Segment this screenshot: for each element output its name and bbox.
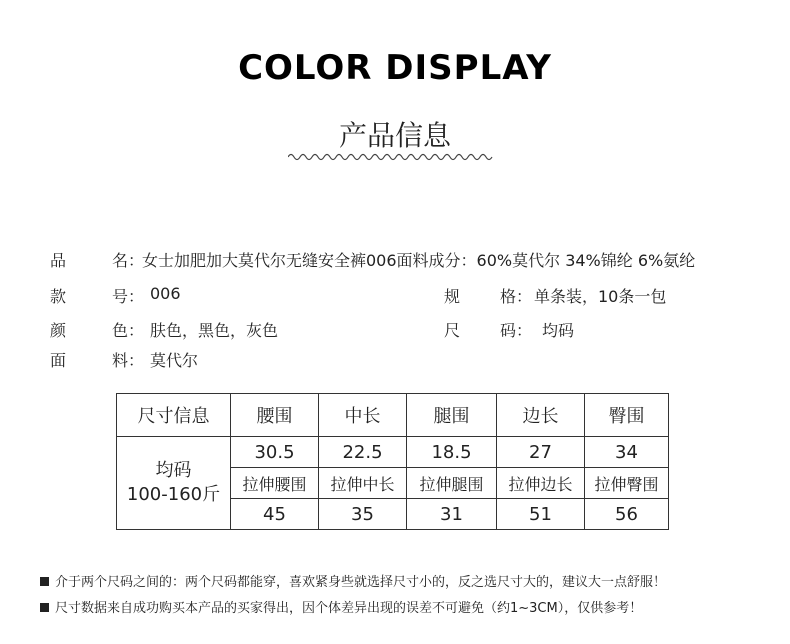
table-cell: 31: [407, 499, 497, 530]
fabric-value: 莫代尔: [150, 351, 199, 370]
table-header-cell: 腰围: [231, 394, 319, 437]
table-cell: 45: [231, 499, 319, 530]
table-cell: 拉伸中长: [319, 468, 407, 499]
table-cell: 35: [319, 499, 407, 530]
table-cell: 18.5: [407, 437, 497, 468]
table-cell: 34: [585, 437, 669, 468]
page-title: COLOR DISPLAY: [238, 48, 552, 88]
table-header-cell: 尺寸信息: [117, 394, 231, 437]
label: 格：: [500, 287, 533, 306]
table-cell: 拉伸边长: [497, 468, 585, 499]
size-range: 100-160斤: [126, 484, 221, 505]
table-cell: 22.5: [319, 437, 407, 468]
table-cell: 51: [497, 499, 585, 530]
table-cell: 拉伸臀围: [585, 468, 669, 499]
table-cell: 拉伸腰围: [231, 468, 319, 499]
label: 款: [50, 287, 67, 306]
note-text: 尺寸数据来自成功购买本产品的买家得出，因个体差异出现的误差不可避免（约1~3CM），仅供参考！: [55, 601, 643, 616]
style-number-value: 006: [150, 284, 181, 303]
square-bullet-icon: [40, 603, 49, 612]
label: 颜: [50, 321, 67, 340]
size-table: [116, 393, 669, 530]
label: 号：: [112, 287, 145, 306]
label: 尺: [444, 321, 461, 340]
note-item: [40, 597, 642, 616]
label: 面: [50, 351, 67, 370]
square-bullet-icon: [40, 577, 49, 586]
section-subtitle: 产品信息: [338, 119, 451, 152]
label: 码：: [500, 321, 533, 340]
label: 名：: [112, 251, 145, 270]
table-cell: 拉伸腿围: [407, 468, 497, 499]
label: 色：: [112, 321, 145, 340]
size-name: 均码: [155, 460, 192, 481]
spec-value: 单条装，10条一包: [534, 287, 667, 306]
note-item: [40, 571, 666, 590]
table-cell: 27: [497, 437, 585, 468]
color-value: 肤色，黑色，灰色: [150, 321, 279, 340]
table-cell: 30.5: [231, 437, 319, 468]
size-cell: [117, 437, 231, 530]
table-header-row: [117, 394, 669, 437]
label: 料：: [112, 351, 145, 370]
product-name-value: 女士加肥加大莫代尔无缝安全裤006面料成分：60%莫代尔 34%锦纶 6%氨纶: [142, 251, 696, 270]
table-header-cell: 中长: [319, 394, 407, 437]
note-text: 介于两个尺码之间的：两个尺码都能穿，喜欢紧身些就选择尺寸小的，反之选尺寸大的，建议大一点舒服！: [55, 575, 667, 590]
table-cell: 56: [585, 499, 669, 530]
table-row: [117, 437, 669, 468]
label: 品: [50, 251, 67, 270]
table-header-cell: 腿围: [407, 394, 497, 437]
size-value: 均码: [542, 321, 575, 340]
table-header-cell: 边长: [497, 394, 585, 437]
table-header-cell: 臀围: [585, 394, 669, 437]
label: 规: [444, 287, 461, 306]
wave-divider: [288, 152, 494, 162]
